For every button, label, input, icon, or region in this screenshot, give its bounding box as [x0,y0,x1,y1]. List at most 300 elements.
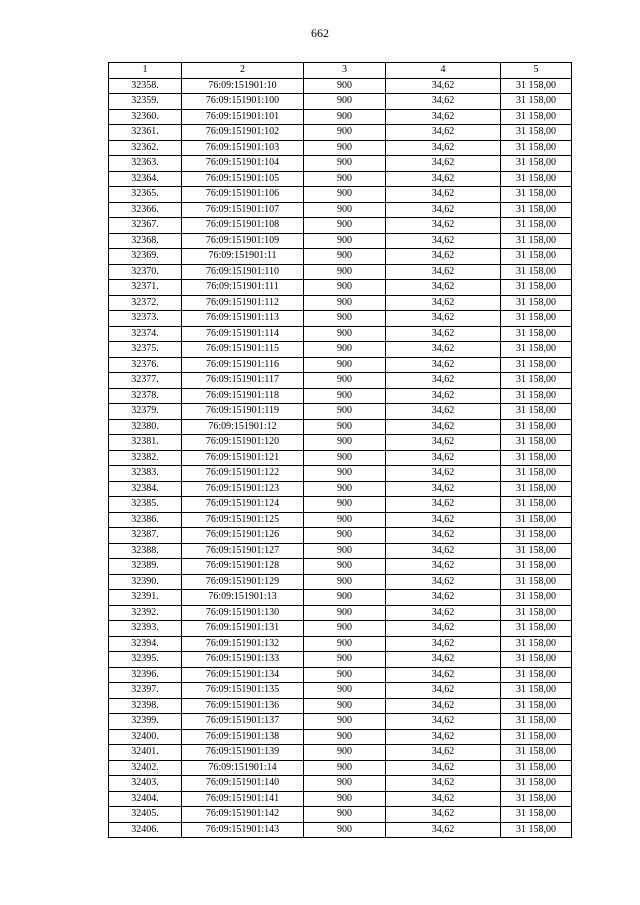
table-row [109,822,572,838]
area-cell: 900 [304,636,386,652]
data-table [108,62,572,838]
row-number-cell: 32373. [109,311,182,327]
row-number-cell: 32367. [109,218,182,234]
area-cell: 900 [304,559,386,575]
rate-cell: 34,62 [386,311,501,327]
area-cell: 900 [304,218,386,234]
area-cell: 900 [304,683,386,699]
amount-cell: 31 158,00 [501,435,572,451]
table-row [109,528,572,544]
rate-cell: 34,62 [386,125,501,141]
table-row [109,218,572,234]
rate-cell: 34,62 [386,745,501,761]
cadastral-number-cell: 76:09:151901:120 [182,435,304,451]
area-cell: 900 [304,605,386,621]
table-body [109,78,572,838]
cadastral-number-cell: 76:09:151901:119 [182,404,304,420]
rate-cell: 34,62 [386,202,501,218]
row-number-cell: 32362. [109,140,182,156]
row-number-cell: 32390. [109,574,182,590]
rate-cell: 34,62 [386,218,501,234]
amount-cell: 31 158,00 [501,264,572,280]
amount-cell: 31 158,00 [501,109,572,125]
amount-cell: 31 158,00 [501,512,572,528]
column-header-3: 3 [304,63,386,79]
amount-cell: 31 158,00 [501,373,572,389]
amount-cell: 31 158,00 [501,326,572,342]
amount-cell: 31 158,00 [501,233,572,249]
amount-cell: 31 158,00 [501,94,572,110]
row-number-cell: 32397. [109,683,182,699]
rate-cell: 34,62 [386,481,501,497]
amount-cell: 31 158,00 [501,652,572,668]
area-cell: 900 [304,326,386,342]
area-cell: 900 [304,652,386,668]
amount-cell: 31 158,00 [501,156,572,172]
rate-cell: 34,62 [386,667,501,683]
cadastral-number-cell: 76:09:151901:142 [182,807,304,823]
area-cell: 900 [304,280,386,296]
rate-cell: 34,62 [386,450,501,466]
cadastral-number-cell: 76:09:151901:116 [182,357,304,373]
table-row [109,357,572,373]
row-number-cell: 32403. [109,776,182,792]
rate-cell: 34,62 [386,109,501,125]
amount-cell: 31 158,00 [501,140,572,156]
area-cell: 900 [304,78,386,94]
table-row [109,574,572,590]
cadastral-number-cell: 76:09:151901:112 [182,295,304,311]
amount-cell: 31 158,00 [501,807,572,823]
row-number-cell: 32363. [109,156,182,172]
row-number-cell: 32396. [109,667,182,683]
cadastral-number-cell: 76:09:151901:140 [182,776,304,792]
row-number-cell: 32365. [109,187,182,203]
table-row [109,683,572,699]
rate-cell: 34,62 [386,388,501,404]
table-row [109,729,572,745]
row-number-cell: 32400. [109,729,182,745]
rate-cell: 34,62 [386,605,501,621]
cadastral-number-cell: 76:09:151901:134 [182,667,304,683]
row-number-cell: 32402. [109,760,182,776]
table-row [109,171,572,187]
cadastral-number-cell: 76:09:151901:121 [182,450,304,466]
cadastral-number-cell: 76:09:151901:130 [182,605,304,621]
cadastral-number-cell: 76:09:151901:13 [182,590,304,606]
row-number-cell: 32391. [109,590,182,606]
table-row [109,636,572,652]
cadastral-number-cell: 76:09:151901:137 [182,714,304,730]
amount-cell: 31 158,00 [501,466,572,482]
cadastral-number-cell: 76:09:151901:118 [182,388,304,404]
row-number-cell: 32380. [109,419,182,435]
cadastral-number-cell: 76:09:151901:128 [182,559,304,575]
rate-cell: 34,62 [386,373,501,389]
area-cell: 900 [304,435,386,451]
row-number-cell: 32377. [109,373,182,389]
cadastral-number-cell: 76:09:151901:131 [182,621,304,637]
row-number-cell: 32359. [109,94,182,110]
table-row [109,295,572,311]
row-number-cell: 32394. [109,636,182,652]
area-cell: 900 [304,156,386,172]
area-cell: 900 [304,698,386,714]
area-cell: 900 [304,419,386,435]
row-number-cell: 32366. [109,202,182,218]
area-cell: 900 [304,125,386,141]
rate-cell: 34,62 [386,698,501,714]
rate-cell: 34,62 [386,280,501,296]
cadastral-number-cell: 76:09:151901:115 [182,342,304,358]
row-number-cell: 32383. [109,466,182,482]
table-row [109,698,572,714]
area-cell: 900 [304,109,386,125]
area-cell: 900 [304,140,386,156]
rate-cell: 34,62 [386,264,501,280]
amount-cell: 31 158,00 [501,311,572,327]
rate-cell: 34,62 [386,791,501,807]
row-number-cell: 32372. [109,295,182,311]
amount-cell: 31 158,00 [501,667,572,683]
rate-cell: 34,62 [386,156,501,172]
cadastral-number-cell: 76:09:151901:122 [182,466,304,482]
row-number-cell: 32405. [109,807,182,823]
table-row [109,435,572,451]
area-cell: 900 [304,667,386,683]
amount-cell: 31 158,00 [501,683,572,699]
cadastral-number-cell: 76:09:151901:127 [182,543,304,559]
column-header-5: 5 [501,63,572,79]
amount-cell: 31 158,00 [501,745,572,761]
row-number-cell: 32386. [109,512,182,528]
row-number-cell: 32387. [109,528,182,544]
cadastral-number-cell: 76:09:151901:133 [182,652,304,668]
area-cell: 900 [304,745,386,761]
cadastral-number-cell: 76:09:151901:100 [182,94,304,110]
table-row [109,621,572,637]
table-row [109,590,572,606]
cadastral-number-cell: 76:09:151901:102 [182,125,304,141]
area-cell: 900 [304,233,386,249]
rate-cell: 34,62 [386,776,501,792]
table-row [109,78,572,94]
rate-cell: 34,62 [386,636,501,652]
table-row [109,497,572,513]
rate-cell: 34,62 [386,807,501,823]
table-row [109,264,572,280]
table-row [109,667,572,683]
table-row [109,311,572,327]
table-row [109,109,572,125]
area-cell: 900 [304,264,386,280]
area-cell: 900 [304,590,386,606]
row-number-cell: 32379. [109,404,182,420]
amount-cell: 31 158,00 [501,357,572,373]
row-number-cell: 32385. [109,497,182,513]
area-cell: 900 [304,760,386,776]
column-header-1: 1 [109,63,182,79]
area-cell: 900 [304,543,386,559]
row-number-cell: 32381. [109,435,182,451]
amount-cell: 31 158,00 [501,342,572,358]
row-number-cell: 32406. [109,822,182,838]
area-cell: 900 [304,171,386,187]
column-header-4: 4 [386,63,501,79]
row-number-cell: 32389. [109,559,182,575]
rate-cell: 34,62 [386,233,501,249]
row-number-cell: 32358. [109,78,182,94]
area-cell: 900 [304,714,386,730]
row-number-cell: 32395. [109,652,182,668]
rate-cell: 34,62 [386,559,501,575]
area-cell: 900 [304,404,386,420]
area-cell: 900 [304,342,386,358]
amount-cell: 31 158,00 [501,419,572,435]
cadastral-number-cell: 76:09:151901:113 [182,311,304,327]
cadastral-number-cell: 76:09:151901:117 [182,373,304,389]
table-row [109,94,572,110]
amount-cell: 31 158,00 [501,590,572,606]
amount-cell: 31 158,00 [501,497,572,513]
cadastral-number-cell: 76:09:151901:14 [182,760,304,776]
rate-cell: 34,62 [386,404,501,420]
row-number-cell: 32382. [109,450,182,466]
cadastral-number-cell: 76:09:151901:110 [182,264,304,280]
cadastral-number-cell: 76:09:151901:109 [182,233,304,249]
rate-cell: 34,62 [386,249,501,265]
rate-cell: 34,62 [386,435,501,451]
header-row [109,63,572,79]
table-row [109,156,572,172]
rate-cell: 34,62 [386,342,501,358]
rate-cell: 34,62 [386,140,501,156]
rate-cell: 34,62 [386,760,501,776]
amount-cell: 31 158,00 [501,202,572,218]
amount-cell: 31 158,00 [501,636,572,652]
area-cell: 900 [304,481,386,497]
rate-cell: 34,62 [386,590,501,606]
table-row [109,233,572,249]
area-cell: 900 [304,187,386,203]
amount-cell: 31 158,00 [501,125,572,141]
area-cell: 900 [304,729,386,745]
cadastral-number-cell: 76:09:151901:123 [182,481,304,497]
amount-cell: 31 158,00 [501,543,572,559]
cadastral-number-cell: 76:09:151901:129 [182,574,304,590]
table-row [109,373,572,389]
rate-cell: 34,62 [386,714,501,730]
amount-cell: 31 158,00 [501,791,572,807]
cadastral-number-cell: 76:09:151901:136 [182,698,304,714]
area-cell: 900 [304,512,386,528]
row-number-cell: 32371. [109,280,182,296]
amount-cell: 31 158,00 [501,760,572,776]
amount-cell: 31 158,00 [501,481,572,497]
cadastral-number-cell: 76:09:151901:125 [182,512,304,528]
table-row [109,187,572,203]
row-number-cell: 32376. [109,357,182,373]
table-row [109,791,572,807]
area-cell: 900 [304,202,386,218]
area-cell: 900 [304,466,386,482]
cadastral-number-cell: 76:09:151901:124 [182,497,304,513]
amount-cell: 31 158,00 [501,404,572,420]
cadastral-number-cell: 76:09:151901:101 [182,109,304,125]
rate-cell: 34,62 [386,822,501,838]
cadastral-number-cell: 76:09:151901:104 [182,156,304,172]
rate-cell: 34,62 [386,497,501,513]
rate-cell: 34,62 [386,683,501,699]
table-row [109,481,572,497]
rate-cell: 34,62 [386,295,501,311]
rate-cell: 34,62 [386,357,501,373]
table-row [109,125,572,141]
area-cell: 900 [304,497,386,513]
cadastral-number-cell: 76:09:151901:107 [182,202,304,218]
rate-cell: 34,62 [386,574,501,590]
table-row [109,280,572,296]
rate-cell: 34,62 [386,621,501,637]
cadastral-number-cell: 76:09:151901:132 [182,636,304,652]
rate-cell: 34,62 [386,729,501,745]
area-cell: 900 [304,776,386,792]
rate-cell: 34,62 [386,171,501,187]
rate-cell: 34,62 [386,466,501,482]
row-number-cell: 32401. [109,745,182,761]
table-row [109,543,572,559]
row-number-cell: 32378. [109,388,182,404]
row-number-cell: 32388. [109,543,182,559]
area-cell: 900 [304,388,386,404]
amount-cell: 31 158,00 [501,559,572,575]
cadastral-number-cell: 76:09:151901:12 [182,419,304,435]
amount-cell: 31 158,00 [501,450,572,466]
cadastral-number-cell: 76:09:151901:105 [182,171,304,187]
table-row [109,776,572,792]
row-number-cell: 32398. [109,698,182,714]
amount-cell: 31 158,00 [501,822,572,838]
row-number-cell: 32399. [109,714,182,730]
row-number-cell: 32370. [109,264,182,280]
amount-cell: 31 158,00 [501,698,572,714]
table-row [109,419,572,435]
cadastral-number-cell: 76:09:151901:11 [182,249,304,265]
row-number-cell: 32374. [109,326,182,342]
cadastral-number-cell: 76:09:151901:108 [182,218,304,234]
row-number-cell: 32393. [109,621,182,637]
amount-cell: 31 158,00 [501,729,572,745]
area-cell: 900 [304,621,386,637]
amount-cell: 31 158,00 [501,187,572,203]
cadastral-number-cell: 76:09:151901:126 [182,528,304,544]
row-number-cell: 32404. [109,791,182,807]
cadastral-number-cell: 76:09:151901:135 [182,683,304,699]
table-row [109,388,572,404]
table-row [109,714,572,730]
table-row [109,140,572,156]
rate-cell: 34,62 [386,652,501,668]
amount-cell: 31 158,00 [501,605,572,621]
cadastral-number-cell: 76:09:151901:139 [182,745,304,761]
table-row [109,605,572,621]
column-header-2: 2 [182,63,304,79]
table-row [109,512,572,528]
area-cell: 900 [304,357,386,373]
rate-cell: 34,62 [386,78,501,94]
cadastral-number-cell: 76:09:151901:106 [182,187,304,203]
row-number-cell: 32364. [109,171,182,187]
rate-cell: 34,62 [386,326,501,342]
area-cell: 900 [304,249,386,265]
page-number: 662 [311,26,329,40]
rate-cell: 34,62 [386,543,501,559]
table-row [109,450,572,466]
cadastral-number-cell: 76:09:151901:103 [182,140,304,156]
table-row [109,760,572,776]
area-cell: 900 [304,450,386,466]
rate-cell: 34,62 [386,419,501,435]
row-number-cell: 32384. [109,481,182,497]
amount-cell: 31 158,00 [501,78,572,94]
amount-cell: 31 158,00 [501,776,572,792]
cadastral-number-cell: 76:09:151901:141 [182,791,304,807]
table-row [109,249,572,265]
rate-cell: 34,62 [386,94,501,110]
table-row [109,202,572,218]
area-cell: 900 [304,94,386,110]
cadastral-number-cell: 76:09:151901:114 [182,326,304,342]
table-row [109,745,572,761]
area-cell: 900 [304,295,386,311]
table-row [109,652,572,668]
area-cell: 900 [304,373,386,389]
amount-cell: 31 158,00 [501,528,572,544]
table-row [109,404,572,420]
row-number-cell: 32392. [109,605,182,621]
table-row [109,807,572,823]
amount-cell: 31 158,00 [501,714,572,730]
area-cell: 900 [304,311,386,327]
amount-cell: 31 158,00 [501,388,572,404]
cadastral-number-cell: 76:09:151901:10 [182,78,304,94]
table-row [109,559,572,575]
amount-cell: 31 158,00 [501,280,572,296]
row-number-cell: 32361. [109,125,182,141]
cadastral-number-cell: 76:09:151901:111 [182,280,304,296]
amount-cell: 31 158,00 [501,171,572,187]
amount-cell: 31 158,00 [501,249,572,265]
rate-cell: 34,62 [386,512,501,528]
cadastral-number-cell: 76:09:151901:138 [182,729,304,745]
amount-cell: 31 158,00 [501,218,572,234]
row-number-cell: 32369. [109,249,182,265]
table-row [109,326,572,342]
cadastral-number-cell: 76:09:151901:143 [182,822,304,838]
amount-cell: 31 158,00 [501,621,572,637]
amount-cell: 31 158,00 [501,574,572,590]
area-cell: 900 [304,791,386,807]
row-number-cell: 32368. [109,233,182,249]
row-number-cell: 32360. [109,109,182,125]
area-cell: 900 [304,528,386,544]
area-cell: 900 [304,822,386,838]
rate-cell: 34,62 [386,528,501,544]
area-cell: 900 [304,574,386,590]
amount-cell: 31 158,00 [501,295,572,311]
area-cell: 900 [304,807,386,823]
row-number-cell: 32375. [109,342,182,358]
